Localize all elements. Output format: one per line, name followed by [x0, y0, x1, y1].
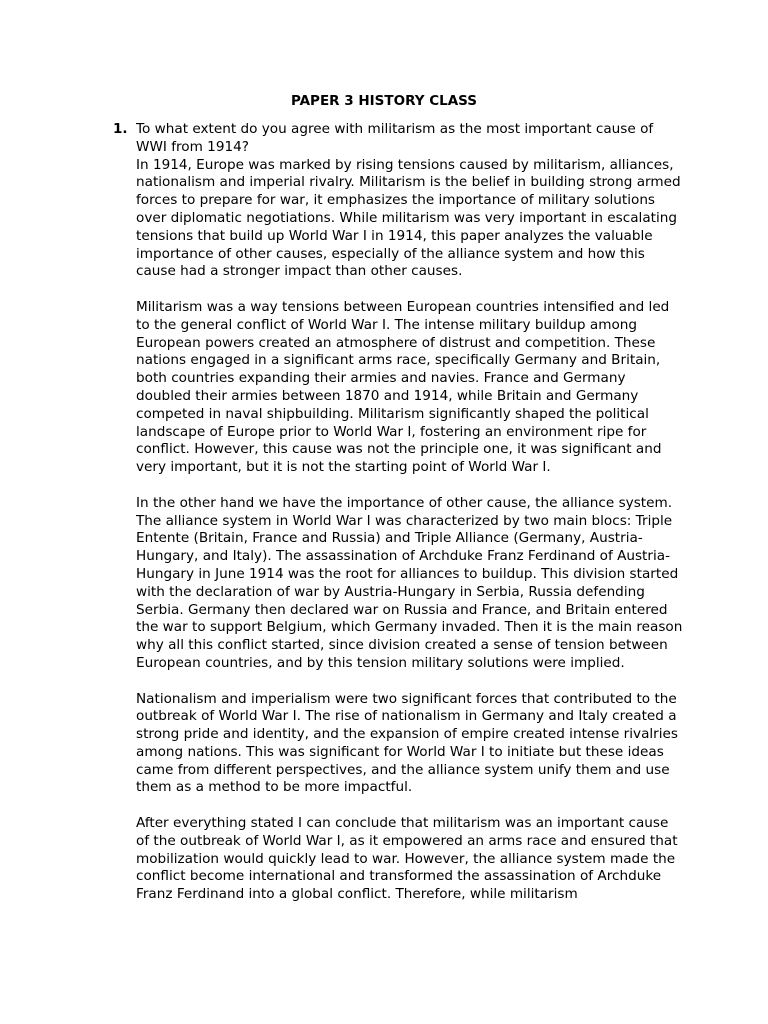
paragraph-nationalism-imperialism: Nationalism and imperialism were two significant forces that contributed to the outbreak of World War I. The rise of nationalism in Germany and Italy created a strong pride and identity, and the expansion of empire created intense rivalries among nations. This was significant for World War I to initiate but these ideas came from different perspectives, and the alliance system unify them and use them as a method to be more impactful.	[136, 690, 678, 796]
page-title: PAPER 3 HISTORY CLASS	[290, 93, 478, 109]
question-text: To what extent do you agree with militarism as the most important cause of WWI from 1914?	[136, 121, 654, 155]
answer-body	[136, 121, 684, 904]
paragraph-introduction: In 1914, Europe was marked by rising tensions caused by militarism, alliances, nationalism and imperial rivalry. Militarism is the belief in building strong armed forces to prepare for war, it emphasizes the importance of military solutions over diplomatic negotiations. While militarism was very important in escalating tensions that build up World War I in 1914, this paper analyzes the valuable importance of other causes, especially of the alliance system and how this cause had a stronger impact than other causes.	[136, 156, 681, 280]
paragraph-conclusion: After everything stated I can conclude that militarism was an important cause of the outbreak of World War I, as it empowered an arms race and ensured that mobilization would quickly lead to war. However, the alliance system made the conflict become international and transformed the assassination of Archduke Franz Ferdinand into a global conflict. Therefore, while militarism	[136, 815, 678, 903]
paragraph-alliance-system: In the other hand we have the importance of other cause, the alliance system. The alliance system in World War I was characterized by two main blocs: Triple Entente (Britain, France and Russia) and Triple Alliance (Germany, Austria-Hungary, and Italy). The assassination of Archduke Franz Ferdinand of Austria-Hungary in June 1914 was the root for alliances to buildup. This division started with the declaration of war by Austria-Hungary in Serbia, Russia defending Serbia. Germany then declared war on Russia and France, and Britain entered the war to support Belgium, which Germany invaded. Then it is the main reason why all this conflict started, since division created a sense of tension between European countries, and by this tension military solutions were implied.	[136, 494, 683, 671]
paragraph-militarism: Militarism was a way tensions between European countries intensified and led to the general conflict of World War I. The intense military buildup among European powers created an atmosphere of distrust and competition. These nations engaged in a significant arms race, specifically Germany and Britain, both countries expanding their armies and navies. France and Germany doubled their armies between 1870 and 1914, while Britain and Germany competed in naval shipbuilding. Militarism significantly shaped the political landscape of Europe prior to World War I, fostering an environment ripe for conflict. However, this cause was not the principle one, it was significant and very important, but it is not the starting point of World War I.	[136, 298, 670, 476]
question-number: 1.	[113, 121, 128, 137]
